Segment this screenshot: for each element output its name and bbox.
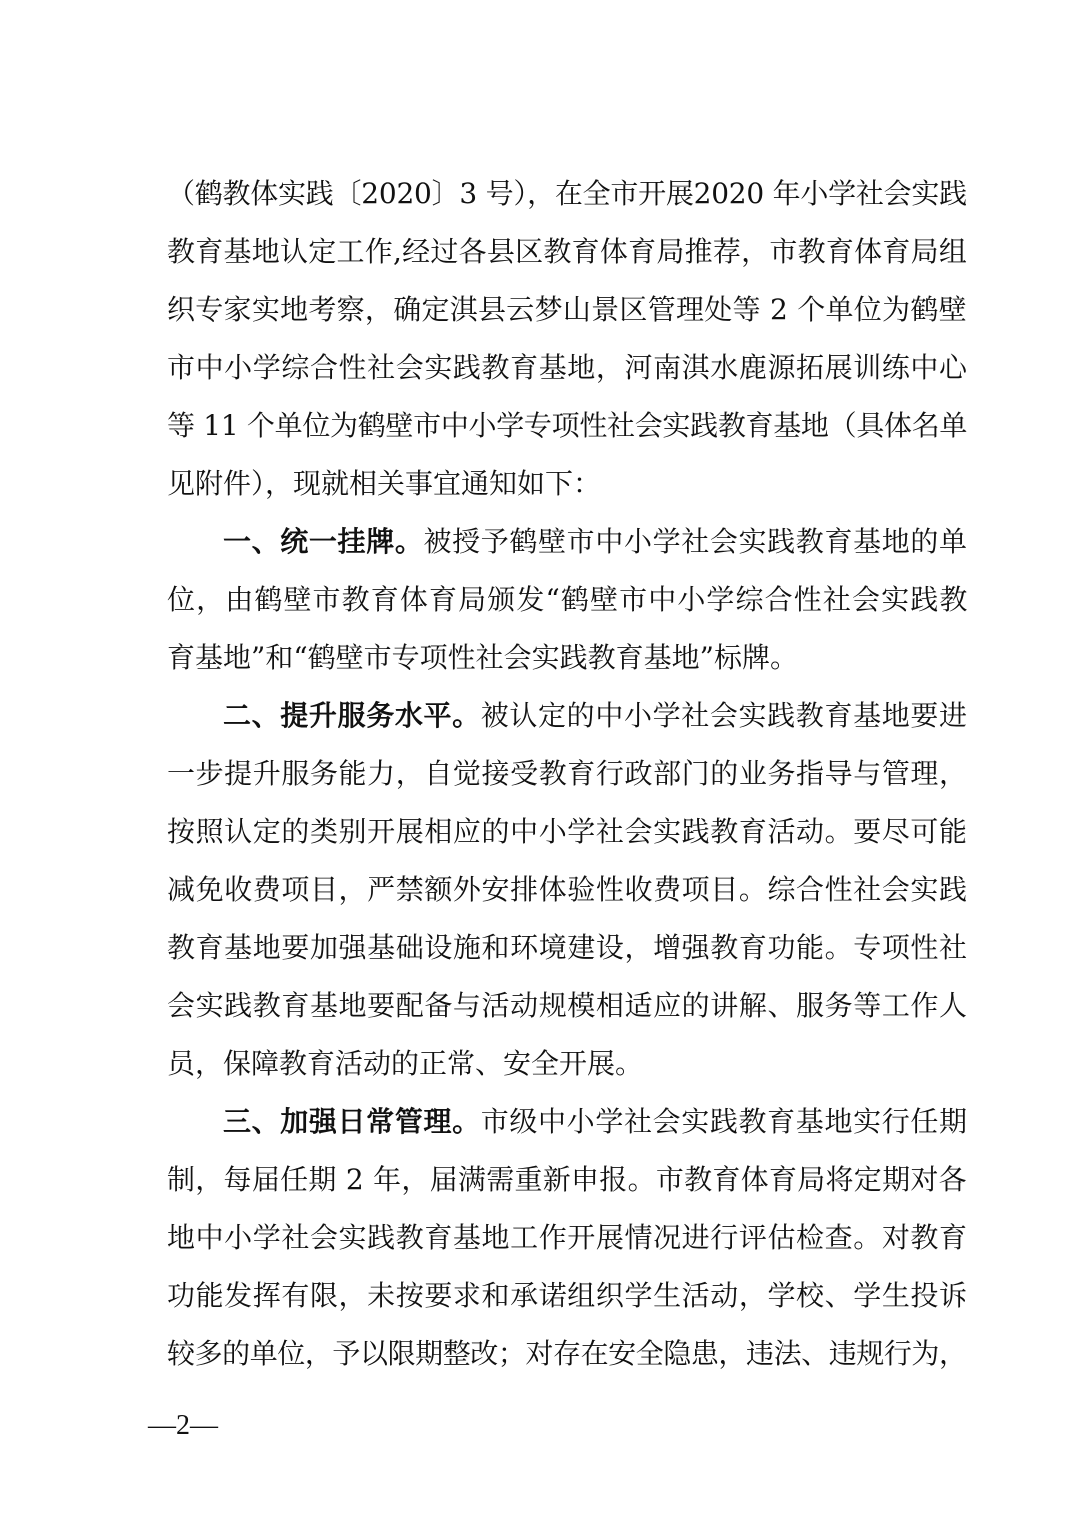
text-line: 较多的单位，予以限期整改；对存在安全隐患，违法、违规行为，	[167, 1337, 967, 1370]
section-heading-line: 一、统一挂牌。被授予鹤壁市中小学社会实践教育基地的单	[223, 525, 968, 558]
text-line: 按照认定的类别开展相应的中小学社会实践教育活动。要尽可能	[167, 815, 968, 848]
section-heading-line: 三、加强日常管理。市级中小学社会实践教育基地实行任期	[223, 1105, 968, 1138]
text-line: 等 11 个单位为鹤壁市中小学专项性社会实践教育基地（具体名单	[167, 409, 968, 442]
section-heading: 一、统一挂牌。	[223, 525, 424, 558]
text-line: 教育基地要加强基础设施和环境建设，增强教育功能。专项性社	[167, 931, 968, 964]
text-line: 员，保障教育活动的正常、安全开展。	[167, 1047, 644, 1080]
section-heading: 三、加强日常管理。	[223, 1105, 481, 1138]
body-text	[167, 165, 967, 1383]
text-line: （鹤教体实践〔2020〕3 号），在全市开展2020 年小学社会实践	[167, 177, 967, 210]
text-line: 育基地”和“鹤壁市专项性社会实践教育基地”标牌。	[167, 641, 798, 674]
section-heading-line: 二、提升服务水平。被认定的中小学社会实践教育基地要进	[223, 699, 968, 732]
text-line: 会实践教育基地要配备与活动规模相适应的讲解、服务等工作人	[167, 989, 968, 1022]
text-line: 市中小学综合性社会实践教育基地，河南淇水鹿源拓展训练中心	[167, 351, 968, 384]
text-line: 一步提升服务能力，自觉接受教育行政部门的业务指导与管理，	[167, 757, 968, 790]
section-heading: 二、提升服务水平。	[223, 699, 481, 732]
text-line: 功能发挥有限，未按要求和承诺组织学生活动，学校、学生投诉	[167, 1279, 968, 1312]
text-line: 位，由鹤壁市教育体育局颁发“鹤壁市中小学综合性社会实践教	[167, 583, 969, 616]
text-line: 地中小学社会实践教育基地工作开展情况进行评估检查。对教育	[167, 1221, 968, 1254]
text-line: 见附件），现就相关事宜通知如下：	[167, 467, 602, 500]
text-line: 制，每届任期 2 年，届满需重新申报。市教育体育局将定期对各	[167, 1163, 967, 1196]
text-line: 教育基地认定工作,经过各县区教育体育局推荐，市教育体育局组	[167, 235, 968, 268]
text-line: 织专家实地考察，确定淇县云梦山景区管理处等 2 个单位为鹤壁	[167, 293, 967, 326]
text-line: 减免收费项目，严禁额外安排体验性收费项目。综合性社会实践	[167, 873, 968, 906]
page-number: —2—	[148, 1410, 218, 1441]
